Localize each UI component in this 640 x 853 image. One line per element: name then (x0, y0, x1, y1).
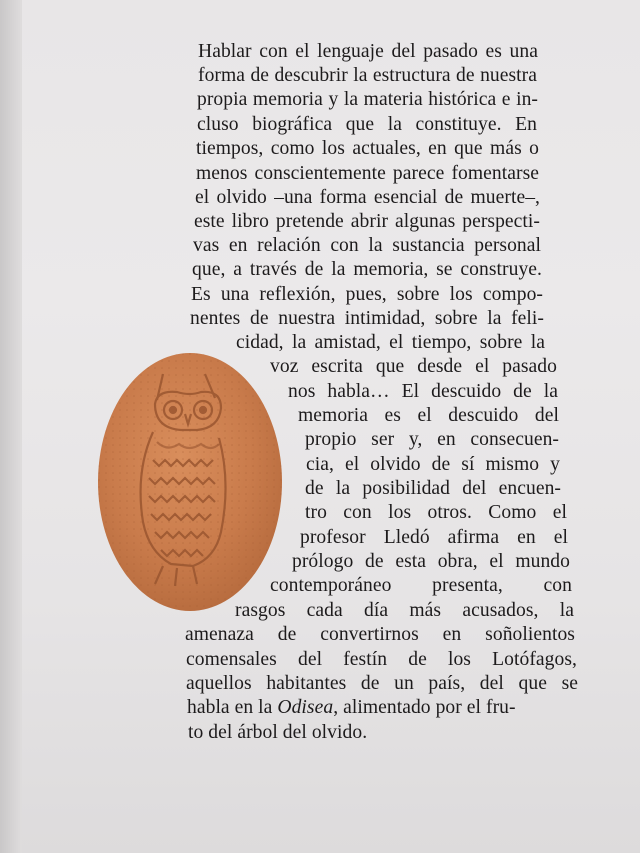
text-line-7: el olvido –una forma esencial de muerte–, (195, 187, 540, 208)
text-line-24: rasgos cada día más acusados, la (235, 600, 574, 621)
text-line-8: este libro pretende abrir algunas perspecti- (194, 211, 540, 232)
text-line-2: forma de descubrir la estructura de nuestra (198, 65, 537, 86)
text-line-29: to del árbol del olvido. (188, 722, 368, 743)
text-line-21: profesor Lledó afirma en el (300, 527, 568, 548)
text-line-20: tro con los otros. Como el (305, 502, 567, 523)
text-line-28 (187, 696, 579, 720)
text-line-16: memoria es el descuido del (298, 405, 559, 426)
text-line-6: menos conscientemente parece fomentarse (196, 163, 539, 184)
text-line-17: propio ser y, en consecuen- (305, 429, 559, 450)
terracotta-owl-relief (97, 352, 283, 612)
text-line-19: de la posibilidad del encuen- (305, 478, 561, 499)
text-line-25: amenaza de convertirnos en soñolientos (185, 624, 575, 645)
text-line-22: prólogo de esta obra, el mundo (292, 551, 570, 572)
odisea-title: Odisea (277, 697, 334, 718)
text-line-4: cluso biográfica que la constituye. En (197, 114, 537, 135)
text-line-10: que, a través de la memoria, se construye. (192, 259, 542, 280)
line-28-start: habla en la Odisea, alimentado por el fru- (187, 697, 516, 718)
text-line-27: aquellos habitantes de un país, del que se (186, 673, 578, 694)
text-line-23: contemporáneo presenta, con (270, 575, 572, 596)
text-line-18: cia, el olvido de sí mismo y (306, 454, 560, 475)
text-line-14: voz escrita que desde el pasado (270, 356, 557, 377)
text-line-13: cidad, la amistad, el tiempo, sobre la (236, 332, 545, 353)
text-line-1: Hablar con el lenguaje del pasado es una (198, 41, 538, 62)
text-line-12: nentes de nuestra intimidad, sobre la feli- (190, 308, 544, 329)
text-line-26: comensales del festín de los Lotófagos, (186, 649, 577, 670)
text-line-15: nos habla… El descuido de la (288, 381, 558, 402)
text-line-3: propia memoria y la materia histórica e in- (197, 89, 538, 110)
text-line-5: tiempos, como los actuales, en que más o (196, 138, 539, 159)
text-line-9: vas en relación con la sustancia personal (193, 235, 541, 256)
text-line-11: Es una reflexión, pues, sobre los compo- (191, 284, 543, 305)
